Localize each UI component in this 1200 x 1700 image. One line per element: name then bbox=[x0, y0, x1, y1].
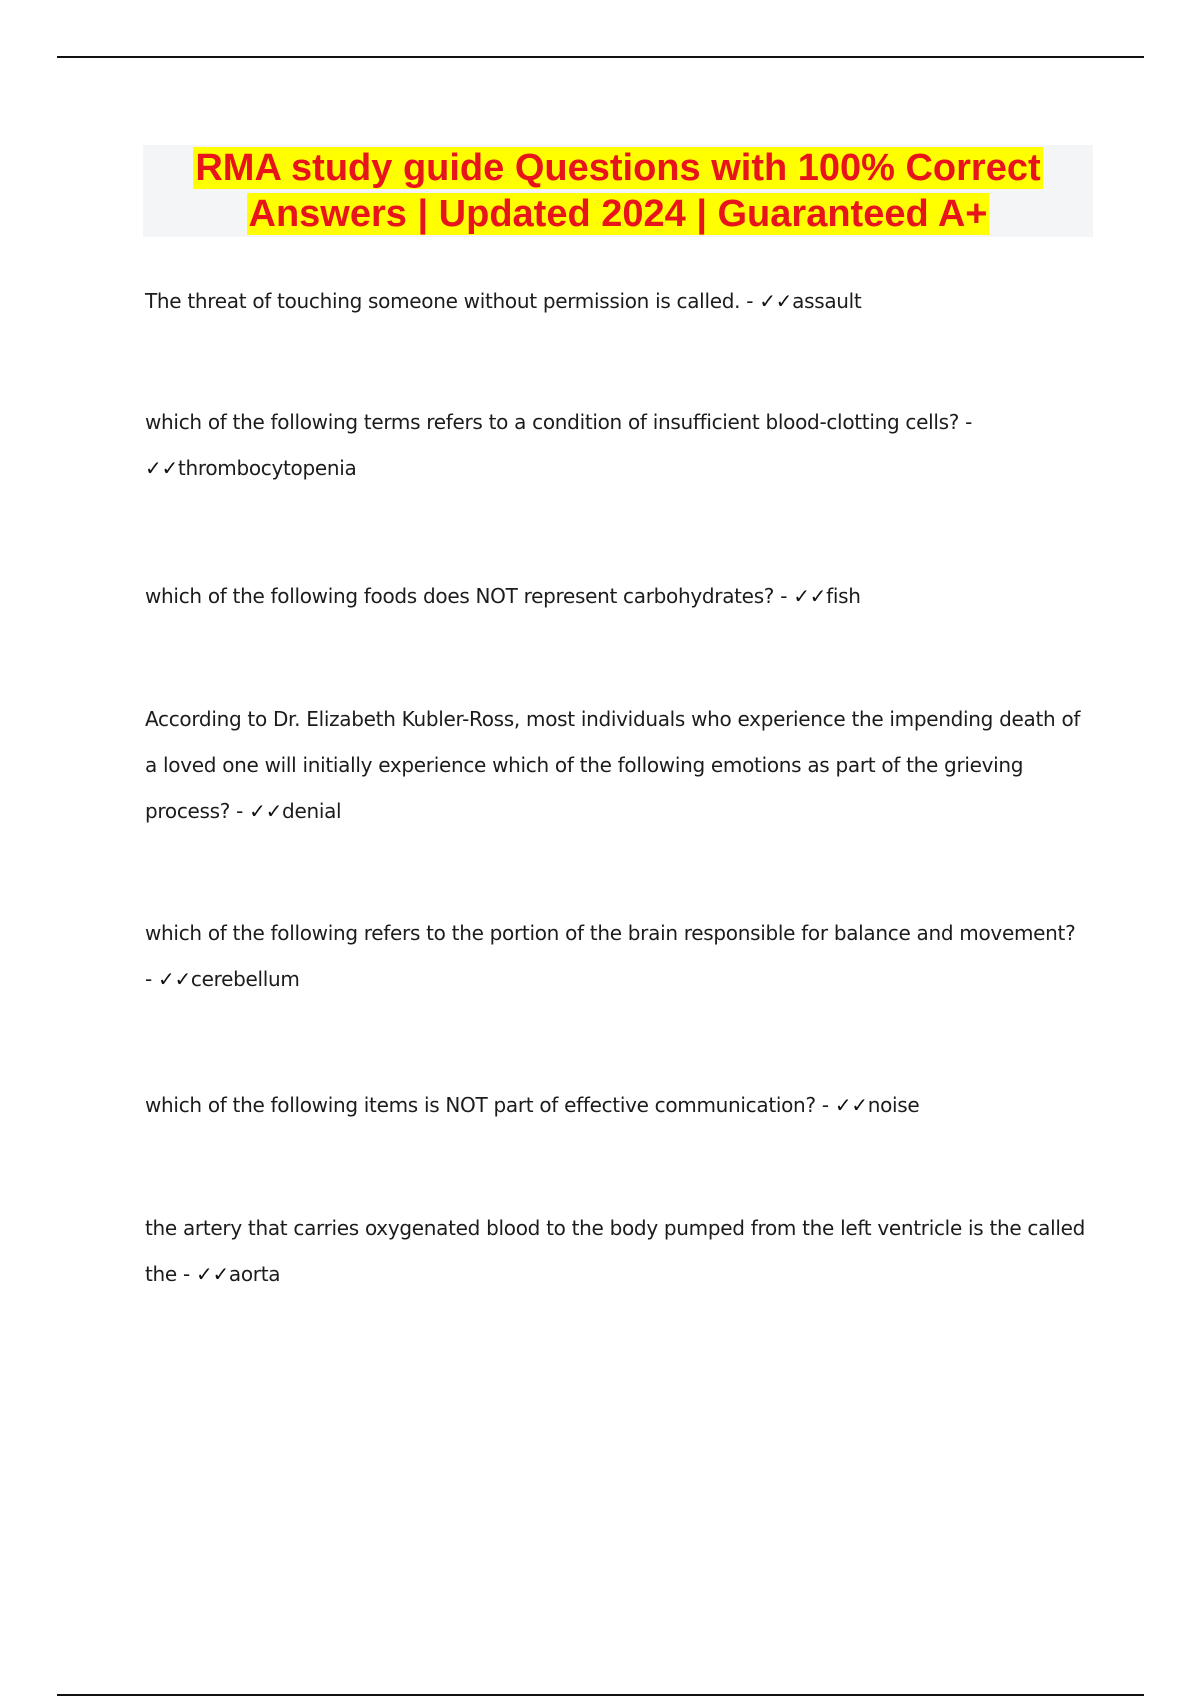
question-text: which of the following refers to the portion of the brain responsible for balance and movement? bbox=[145, 921, 1076, 945]
qa-item-5 bbox=[145, 910, 1085, 1002]
title-line-1: RMA study guide Questions with 100% Correct bbox=[195, 147, 1041, 189]
separator: - bbox=[145, 967, 158, 991]
question-text: which of the following foods does NOT represent carbohydrates? bbox=[145, 584, 775, 608]
answer-text: fish bbox=[826, 584, 861, 608]
title-line-2: Answers | Updated 2024 | Guaranteed A+ bbox=[248, 193, 988, 235]
check-icon: ✓✓ bbox=[834, 1093, 868, 1117]
qa-item-7 bbox=[145, 1205, 1085, 1297]
qa-item-2 bbox=[145, 399, 1045, 491]
page-title bbox=[143, 145, 1093, 237]
check-icon: ✓✓ bbox=[195, 1262, 229, 1286]
separator: - bbox=[774, 584, 794, 608]
question-text: According to Dr. Elizabeth Kubler-Ross, most individuals who experience the impending death of a loved one will initially experience which of the following emotions as part of the grieving process? bbox=[145, 707, 1081, 823]
question-text: The threat of touching someone without permission is called. bbox=[145, 289, 741, 313]
answer-text: cerebellum bbox=[190, 967, 300, 991]
qa-item-4 bbox=[145, 696, 1085, 834]
answer-text: noise bbox=[867, 1093, 920, 1117]
top-rule bbox=[57, 56, 1144, 58]
answer-text: thrombocytopenia bbox=[177, 456, 357, 480]
qa-item-6 bbox=[145, 1082, 1085, 1128]
separator: - bbox=[230, 799, 250, 823]
qa-item-1 bbox=[145, 278, 1085, 324]
separator: - bbox=[176, 1262, 196, 1286]
answer-text: aorta bbox=[228, 1262, 281, 1286]
check-icon: ✓✓ bbox=[793, 584, 827, 608]
answer-text: assault bbox=[792, 289, 862, 313]
qa-item-3 bbox=[145, 573, 1085, 619]
check-icon: ✓✓ bbox=[249, 799, 283, 823]
question-text: which of the following terms refers to a condition of insufficient blood-clotting cells? bbox=[145, 410, 960, 434]
check-icon: ✓✓ bbox=[145, 456, 178, 480]
separator: - bbox=[815, 1093, 835, 1117]
separator: - bbox=[959, 410, 973, 434]
check-icon: ✓✓ bbox=[157, 967, 191, 991]
answer-text: denial bbox=[282, 799, 342, 823]
separator: - bbox=[740, 289, 760, 313]
check-icon: ✓✓ bbox=[759, 289, 793, 313]
bottom-rule bbox=[57, 1694, 1144, 1696]
question-text: which of the following items is NOT part of effective communication? bbox=[145, 1093, 816, 1117]
question-text: the artery that carries oxygenated blood to the body pumped from the left ventricle is the called the bbox=[145, 1216, 1085, 1286]
